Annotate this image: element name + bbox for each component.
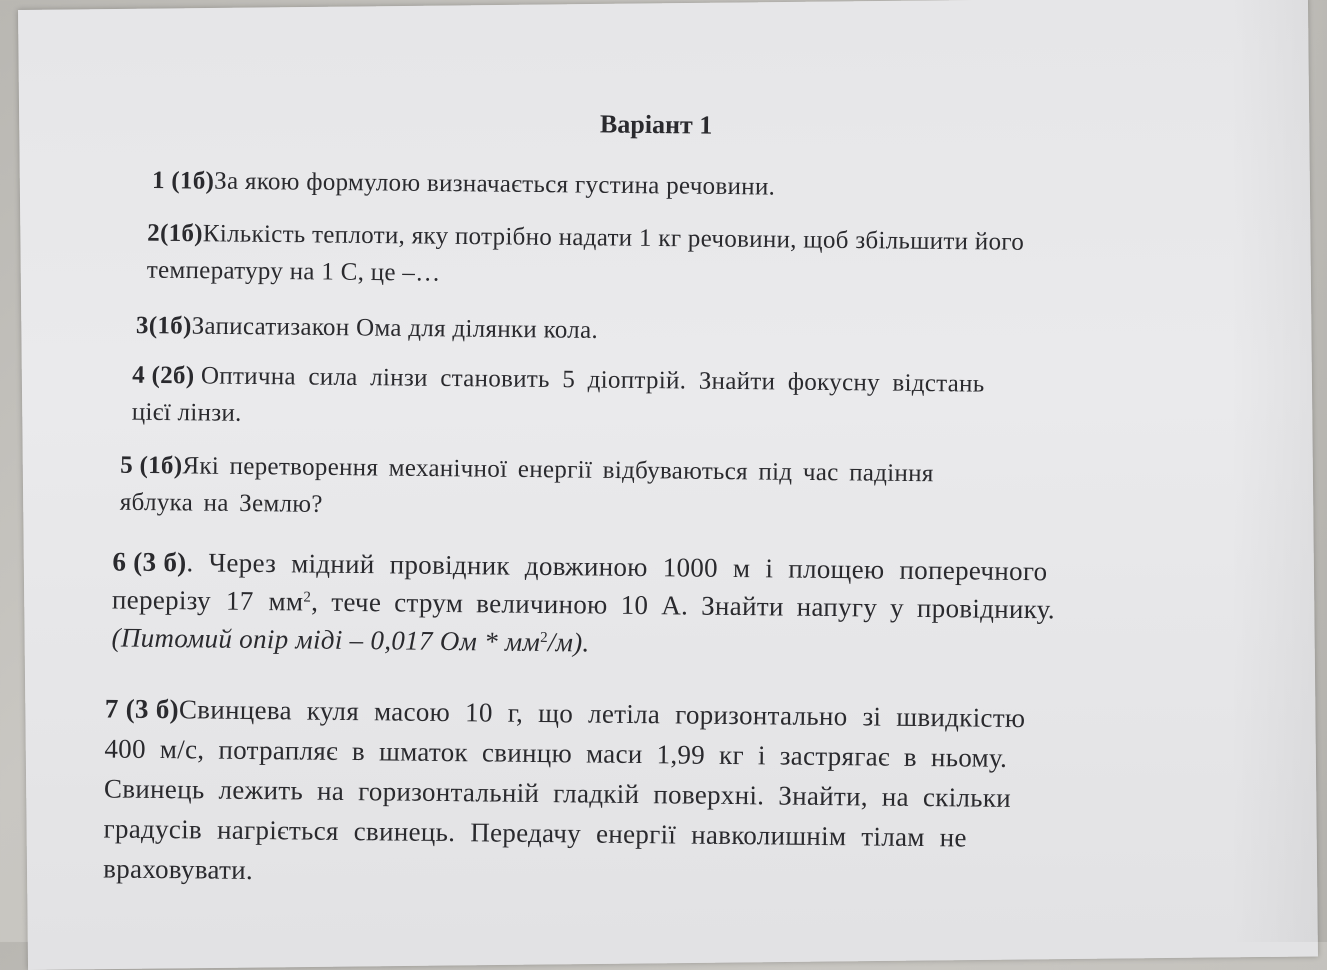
question-7-line-3: Свинець лежить на горизонтальній гладкій поверхні. Знайти, на скільки bbox=[103, 773, 1012, 813]
question-3-text: Записатизакон Ома для ділянки кола. bbox=[191, 312, 599, 344]
question-7-line-4: градусів нагріється свинець. Передачу енергії навколишнім тілам не bbox=[103, 813, 967, 853]
question-3 bbox=[136, 307, 696, 350]
question-4 bbox=[132, 357, 1153, 442]
question-2-line-1: Кількість теплоти, яку потрібно надати 1 кг речовини, щоб збільшити його bbox=[202, 220, 1025, 256]
question-2-line-2: температуру на 1 С, це –… bbox=[146, 256, 441, 287]
question-4-line-2: цієї лінзи. bbox=[131, 398, 242, 427]
question-4-line-1: Оптична сила лінзи становить 5 діоптрій. Знайти фокусну відстань bbox=[200, 362, 985, 398]
question-1-text: За якою формулою визначається густина речовини. bbox=[214, 167, 776, 201]
question-4-number: 4 (2б) bbox=[132, 361, 195, 390]
question-7-number: 7 (3 б) bbox=[104, 693, 180, 725]
question-5 bbox=[120, 447, 1121, 531]
question-1-number: 1 (1б) bbox=[151, 167, 215, 195]
question-2 bbox=[147, 215, 1178, 300]
question-5-line-2: яблука на Землю? bbox=[119, 488, 323, 518]
question-7-line-5: враховувати. bbox=[103, 853, 254, 886]
question-7-line-1: Свинцева куля масою 10 г, що летіла горизонтально зі швидкістю bbox=[178, 694, 1026, 734]
question-6-superscript-1: 2 bbox=[303, 589, 312, 606]
question-6-superscript-2: 2 bbox=[540, 629, 549, 647]
question-6-line-1: . Через мідний провідник довжиною 1000 м і площею поперечного bbox=[186, 547, 1048, 587]
question-6-line-2a: перерізу 17 мм bbox=[111, 584, 304, 617]
question-7-line-2: 400 м/с, потрапляє в шматок свинцю маси 1,99 кг і застрягає в ньому. bbox=[104, 733, 1008, 773]
question-5-line-1: Які перетворення механічної енергії відбуваються під час падіння bbox=[182, 452, 934, 488]
question-1 bbox=[152, 162, 912, 207]
question-7 bbox=[103, 688, 1165, 899]
page-title: Варіант 1 bbox=[599, 109, 713, 140]
question-6 bbox=[111, 542, 1172, 667]
question-6-line-3a: (Питомий опір міді – 0,017 Ом * мм bbox=[111, 622, 541, 657]
question-6-line-2b: , тече струм величиною 10 А. Знайти напугу у провіднику. bbox=[311, 586, 1056, 625]
question-3-number: 3(1б) bbox=[135, 312, 192, 340]
question-6-line-3b: /м). bbox=[547, 627, 590, 658]
question-2-number: 2(1б) bbox=[147, 219, 204, 248]
question-6-number: 6 (3 б) bbox=[112, 546, 187, 578]
question-5-number: 5 (1б) bbox=[120, 451, 183, 480]
